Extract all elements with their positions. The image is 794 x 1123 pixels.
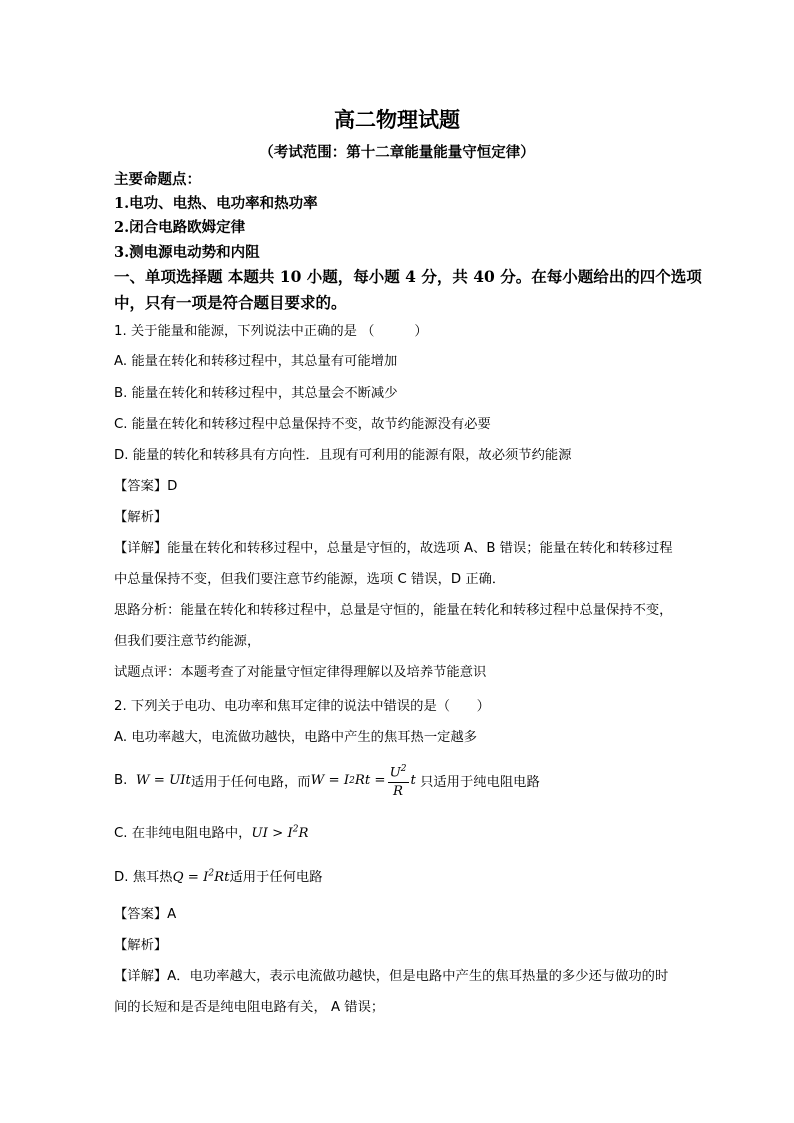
question-2-option-a: A. 电功率越大，电流做功越快，电路中产生的焦耳热一定越多 <box>114 730 478 745</box>
formula: Rt <box>214 870 230 885</box>
question-2-detail: 【详解】A．电功率越大，表示电流做功越快，但是电路中产生的焦耳热量的多少还与做功的时 <box>114 969 669 984</box>
question-1-option-b: B. 能量在转化和转移过程中，其总量会不断减少 <box>114 386 398 401</box>
question-1-answer: 【答案】D <box>114 479 178 494</box>
question-1-comment: 试题点评：本题考查了对能量守恒定律得理解以及培养节能意识 <box>114 665 487 680</box>
question-2-answer: 【答案】A <box>114 907 177 922</box>
topic-item: 2.闭合电路欧姆定律 <box>114 219 246 236</box>
page-title: 高二物理试题 <box>334 107 460 132</box>
question-1-option-a: A. 能量在转化和转移过程中，其总量有可能增加 <box>114 354 398 369</box>
question-1-thought: 思路分析：能量在转化和转移过程中，总量是守恒的，能量在转化和转移过程中总量保持不变， <box>114 603 673 618</box>
question-1-thought-cont: 但我们要注意节约能源， <box>114 634 261 649</box>
formula: t <box>410 773 416 789</box>
topic-item: 3.测电源电动势和内阻 <box>114 244 260 261</box>
exam-scope-subtitle: （考试范围：第十二章能量能量守恒定律） <box>259 144 535 161</box>
formula: W = UIt <box>135 773 191 789</box>
question-1-option-d: D. 能量的转化和转移具有方向性．且现有可利用的能源有限，故必须节约能源 <box>114 448 572 463</box>
exponent: 2 <box>349 775 355 786</box>
topic-item: 1.电功、电热、电功率和热功率 <box>114 195 318 212</box>
question-1-option-c: C. 能量在转化和转移过程中总量保持不变，故节约能源没有必要 <box>114 417 491 432</box>
formula: UI > I <box>251 826 293 841</box>
topics-heading: 主要命题点： <box>114 171 201 188</box>
question-2-option-d: D. 焦耳热$Q = I^2Rt$适用于任何电路 <box>114 868 323 885</box>
formula: R <box>298 826 309 841</box>
fraction <box>388 760 409 801</box>
option-label: B. <box>114 773 128 789</box>
denominator: R <box>393 784 404 800</box>
question-1-detail: 【详解】能量在转化和转移过程中，总量是守恒的，故选项 A、B 错误；能量在转化和转移过程 <box>114 541 673 556</box>
question-1-stem: 1. 关于能量和能源，下列说法中正确的是 （ ） <box>114 324 428 339</box>
option-text: 适用于任何电路，而 <box>190 775 311 791</box>
formula: W = I <box>310 773 350 789</box>
option-text: 只适用于纯电阻电路 <box>420 775 540 791</box>
question-2-option-b <box>114 760 540 801</box>
question-2-detail-cont: 间的长短和是否是纯电阻电路有关， A 错误； <box>114 1000 385 1015</box>
section-heading-cont: 中，只有一项是符合题目要求的。 <box>114 293 347 312</box>
section-heading: 一、单项选择题 本题共 10 小题，每小题 4 分，共 40 分。在每小题给出的四个选项 <box>114 267 702 286</box>
question-2-analysis: 【解析】 <box>114 938 168 953</box>
exponent: 2 <box>292 824 299 835</box>
formula: Q = I <box>172 870 209 885</box>
numerator: $U^2$ <box>388 760 409 783</box>
formula: Rt = <box>354 773 386 789</box>
exponent: 2 <box>208 868 215 879</box>
question-1-analysis: 【解析】 <box>114 510 168 525</box>
question-2-option-c: C. 在非纯电阻电路中，UI > $I^2R$ <box>114 824 309 841</box>
question-1-detail-cont: 中总量保持不变，但我们要注意节约能源，选项 C 错误，D 正确． <box>114 572 506 587</box>
question-2-stem: 2. 下列关于电功、电功率和焦耳定律的说法中错误的是（ ） <box>114 699 490 714</box>
